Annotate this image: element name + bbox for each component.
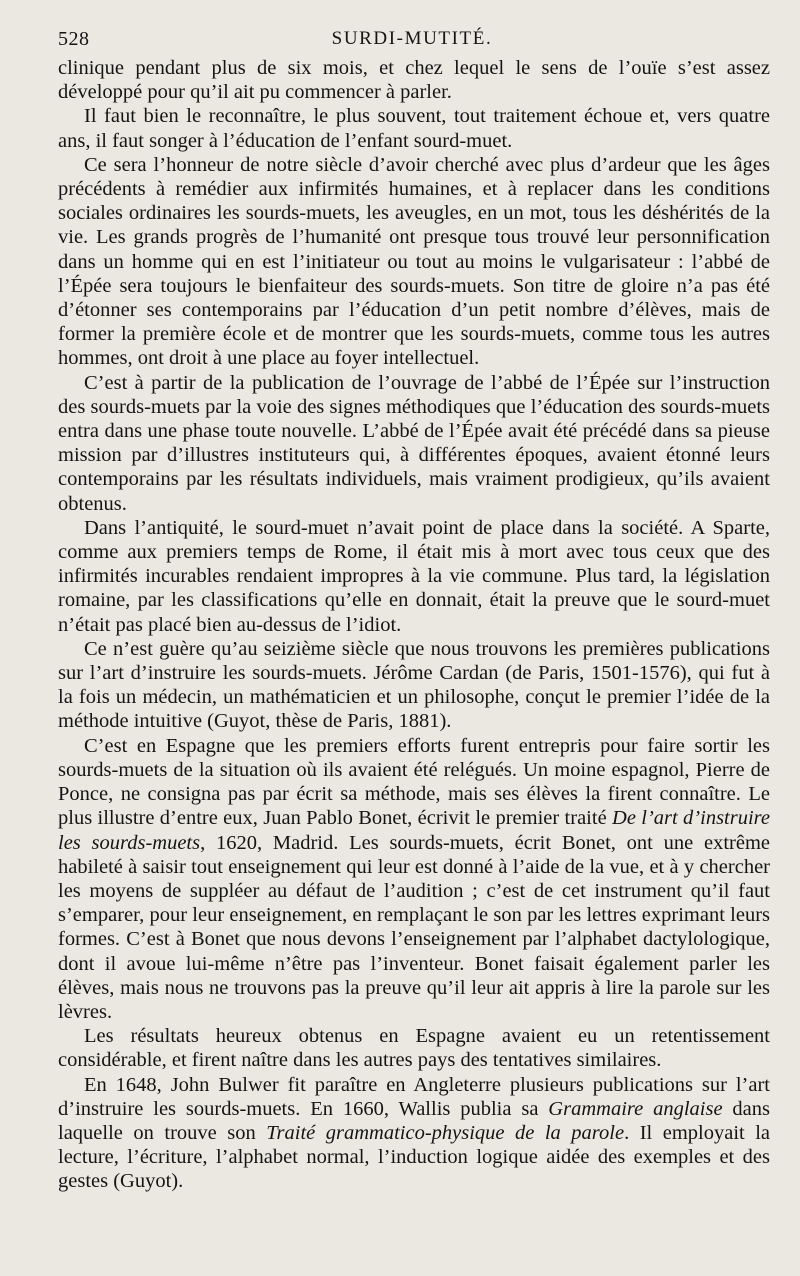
- paragraph-8: Les résultats heureux obtenus en Espagne avaient eu un retentissement considérable, et firent naître dans les autres pays des tentatives similaires.: [58, 1025, 770, 1072]
- page-header: [58, 28, 766, 52]
- paragraph-9: [58, 1073, 770, 1194]
- book-title-traite: Traité grammatico-physique de la parole: [266, 1121, 625, 1144]
- paragraph-7: [58, 734, 770, 1024]
- paragraph-7-text-b: , 1620, Madrid. Les sourds-muets, écrit Bonet, ont une extrême habileté à saisir tout enseignement qui leur est donné à l’aide de la vue, et à y chercher les moyens de suppléer au défaut de l’audition ; c’est de cet instrument qu’il faut s’emparer, pour leur enseignement, en remplaçant le son par les lettres exprimant leurs formes. C’est à Bonet que nous devons l’enseignement par l’alphabet dactylologique, dont il avoue lui-même n’être pas l’inventeur. Bonet faisait également parler les élèves, mais nous ne trouvons pas la preuve qu’il leur ait appris à lire la parole sur les lèvres.: [58, 831, 770, 1023]
- paragraph-1: clinique pendant plus de six mois, et chez lequel le sens de l’ouïe s’est assez développé pour qu’il ait pu commencer à parler.: [58, 57, 770, 104]
- book-title-bonet: De l’art d’instruire les sourds-muets: [58, 807, 770, 854]
- running-title: SURDI-MUTITÉ.: [331, 28, 493, 49]
- paragraph-3: Ce sera l’honneur de notre siècle d’avoir cherché avec plus d’ardeur que les âges précédents à remédier aux infirmités humaines, et à replacer dans les conditions sociales ordinaires les sourds-muets, les aveugles, en un mot, tous les déshérités de la vie. Les grands progrès de l’humanité ont presque tous trouvé leur personnification dans un homme qui en est l’initiateur ou tout au moins le vulgarisateur : l’abbé de l’Épée sera toujours le bienfaiteur des sourds-muets. Son titre de gloire n’a pas été d’étonner ses contemporains par l’éducation d’un petit nombre d’élèves, mais de former la première école et de montrer que les sourds-muets, comme tous les autres hommes, ont droit à une place au foyer intellectuel.: [58, 153, 770, 370]
- body-text: [58, 56, 770, 1194]
- paragraph-5: Dans l’antiquité, le sourd-muet n’avait point de place dans la société. A Sparte, comme aux premiers temps de Rome, il était mis à mort avec tous ceux que des infirmités incurables rendaient impropres à la vie commune. Plus tard, la législation romaine, par les classifications qu’elle en donnait, était la preuve que le sourd-muet n’était pas placé bien au-dessus de l’idiot.: [58, 516, 770, 636]
- paragraph-6: Ce n’est guère qu’au seizième siècle que nous trouvons les premières publications sur l’art d’instruire les sourds-muets. Jérôme Cardan (de Paris, 1501-1576), qui fut à la fois un médecin, un mathématicien et un philosophe, conçut le premier l’idée de la méthode intuitive (Guyot, thèse de Paris, 1881).: [58, 637, 770, 733]
- paragraph-7-text-a: C’est en Espagne que les premiers efforts furent entrepris pour faire sortir les sourds-muets de la situation où ils avaient été relégués. Un moine espagnol, Pierre de Ponce, ne consigna pas par écrit sa méthode, mais ses élèves la firent connaître. Le plus illustre d’entre eux, Juan Pablo Bonet, écrivit le premier traité: [58, 734, 770, 830]
- book-title-grammaire: Grammaire anglaise: [548, 1097, 723, 1120]
- paragraph-9-text-b: dans laquelle on trouve son: [58, 1097, 770, 1144]
- paragraph-9-text-c: . Il employait la lecture, l’écriture, l’alphabet normal, l’induction logique aidée des exemples et des gestes (Guyot).: [58, 1121, 771, 1193]
- page-number: 528: [58, 28, 90, 50]
- paragraph-2: Il faut bien le reconnaître, le plus souvent, tout traitement échoue et, vers quatre ans, il faut songer à l’éducation de l’enfant sourd-muet.: [58, 105, 770, 152]
- paragraph-4: C’est à partir de la publication de l’ouvrage de l’abbé de l’Épée sur l’instruction des sourds-muets par la voie des signes méthodiques que l’éducation des sourds-muets entra dans une phase toute nouvelle. L’abbé de l’Épée avait été précédé dans sa pieuse mission par d’illustres instituteurs qui, à différentes époques, avaient étonné leurs contemporains par les résultats individuels, mais vraiment prodigieux, qu’ils avaient obtenus.: [58, 371, 770, 515]
- paragraph-9-text-a: En 1648, John Bulwer fit paraître en Angleterre plusieurs publications sur l’art d’instruire les sourds-muets. En 1660, Wallis publia sa: [58, 1073, 770, 1120]
